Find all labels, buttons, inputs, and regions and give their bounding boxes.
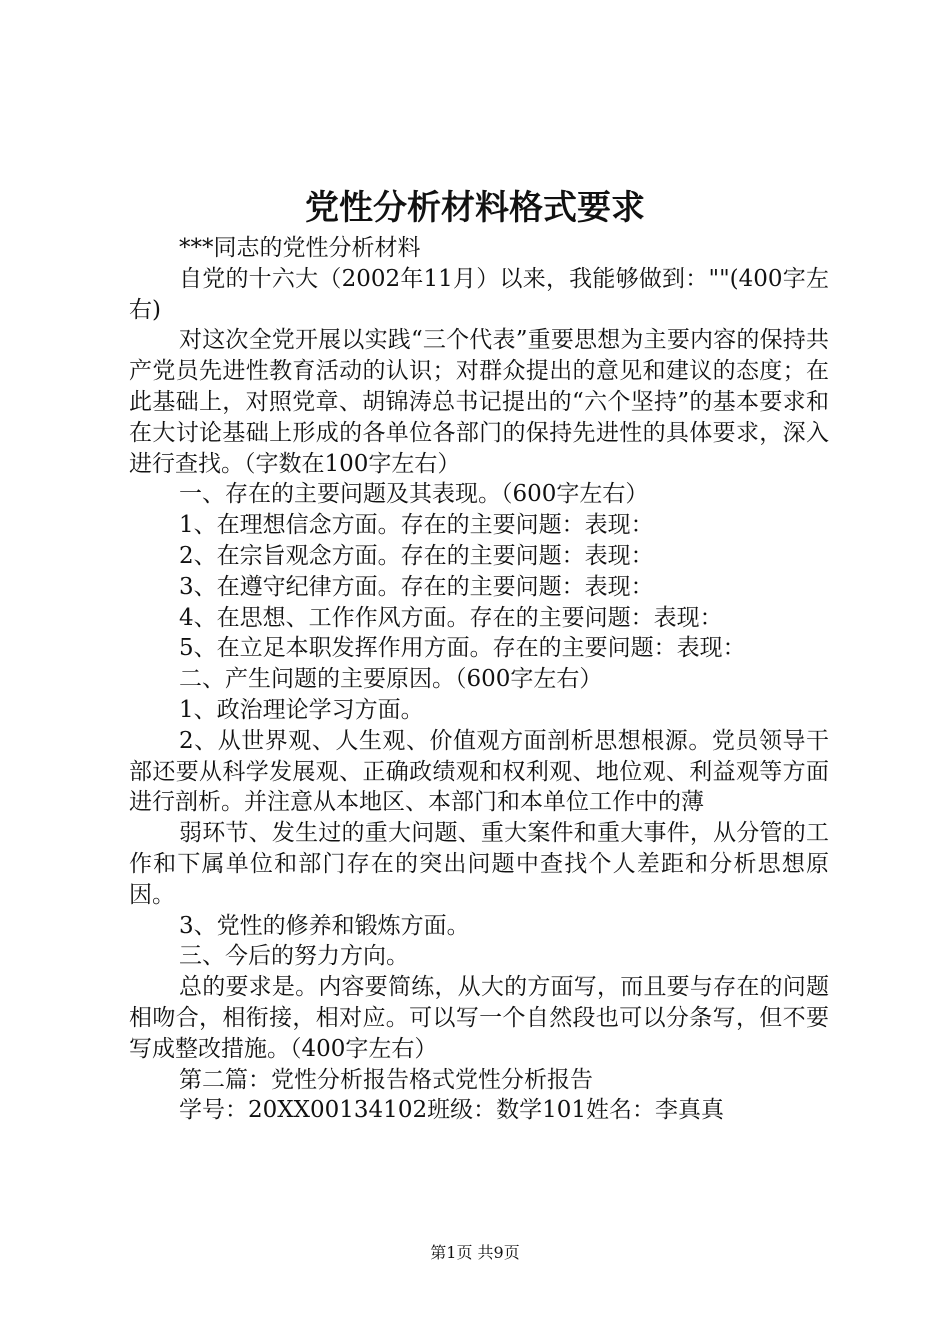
list-item: 2、从世界观、人生观、价值观方面剖析思想根源。党员领导干部还要从科学发展观、正确政绩观和权利观、地位观、利益观等方面进行剖析。并注意从本地区、本部门和本单位工作中的薄 bbox=[129, 727, 829, 816]
paragraph: 总的要求是。内容要简练，从大的方面写，而且要与存在的问题相吻合，相衔接，相对应。可以写一个自然段也可以分条写，但不要写成整改措施。（400字左右） bbox=[129, 974, 829, 1062]
paragraph: 第二篇：党性分析报告格式党性分析报告 bbox=[179, 1066, 593, 1093]
list-item: 1、在理想信念方面。存在的主要问题：表现： bbox=[179, 512, 654, 539]
page-footer: 第1页 共9页 bbox=[430, 1243, 520, 1262]
list-item: 3、党性的修养和锻炼方面。 bbox=[179, 912, 470, 939]
document-body bbox=[129, 233, 829, 1126]
paragraph: 自党的十六大（2002年11月）以来，我能够做到：""(400字左右) bbox=[129, 265, 829, 323]
list-item: 4、在思想、工作作风方面。存在的主要问题：表现： bbox=[179, 604, 723, 631]
paragraph: ***同志的党性分析材料 bbox=[179, 235, 421, 261]
list-item: 1、政治理论学习方面。 bbox=[179, 696, 424, 723]
list-item: 2、在宗旨观念方面。存在的主要问题：表现： bbox=[179, 542, 654, 569]
document-title: 党性分析材料格式要求 bbox=[305, 188, 645, 228]
paragraph: 学号：20XX00134102班级：数学101姓名：李真真 bbox=[179, 1097, 724, 1124]
list-item: 5、在立足本职发挥作用方面。存在的主要问题：表现： bbox=[179, 635, 746, 662]
list-item: 3、在遵守纪律方面。存在的主要问题：表现： bbox=[179, 573, 654, 600]
paragraph: 对这次全党开展以实践“三个代表”重要思想为主要内容的保持共产党员先进性教育活动的认识；对群众提出的意见和建议的态度；在此基础上，对照党章、胡锦涛总书记提出的“六个坚持”的基本要求和在大讨论基础上形成的各单位各部门的保持先进性的具体要求，深入进行查找。（字数在100字左右） bbox=[129, 327, 829, 477]
section-heading: 三、今后的努力方向。 bbox=[179, 943, 409, 970]
paragraph: 弱环节、发生过的重大问题、重大案件和重大事件，从分管的工作和下属单位和部门存在的突出问题中查找个人差距和分析思想原因。 bbox=[129, 820, 829, 908]
section-heading: 一、存在的主要问题及其表现。（600字左右） bbox=[179, 481, 649, 508]
section-heading: 二、产生问题的主要原因。（600字左右） bbox=[179, 666, 603, 693]
